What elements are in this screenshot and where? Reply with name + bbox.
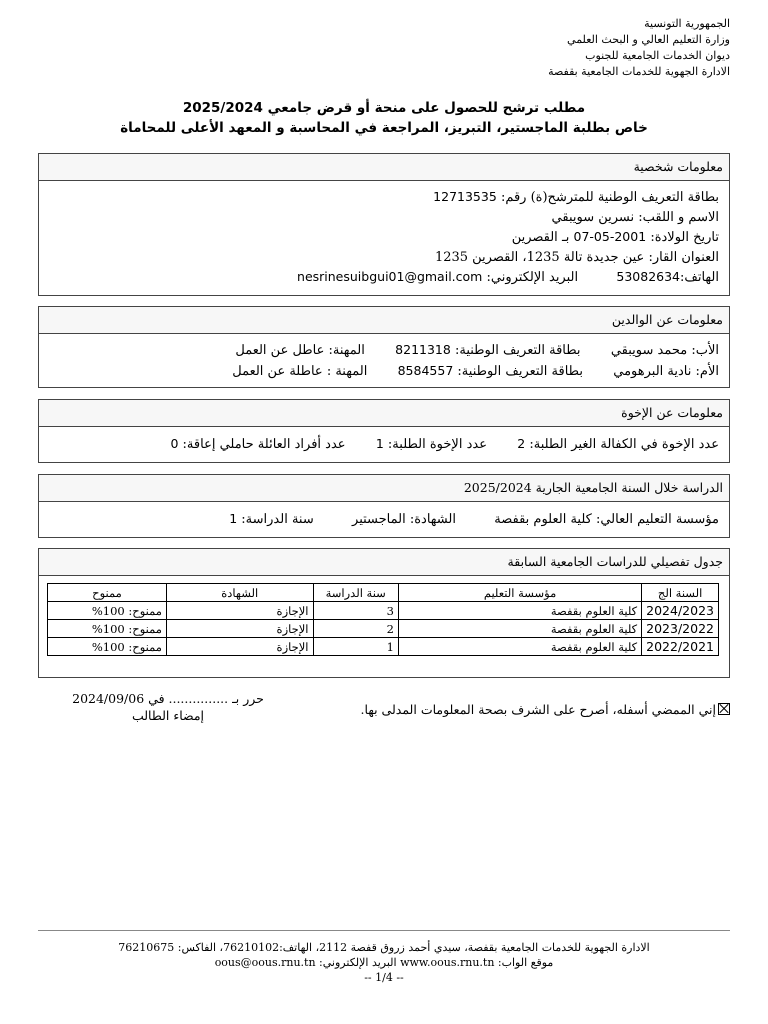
degree-label: الشهادة: xyxy=(409,512,456,527)
father-row xyxy=(49,340,719,361)
mother-job-label: المهنة : xyxy=(326,363,368,379)
father-job: عاطل عن العمل xyxy=(235,343,325,358)
siblings-row xyxy=(49,434,719,455)
grant-cell: ممنوح: 100% xyxy=(48,620,167,638)
year-cell: 2024/2023 xyxy=(642,602,719,620)
id-row xyxy=(49,187,719,208)
parents-body xyxy=(39,334,729,385)
name-value: نسرين سويبقي xyxy=(551,209,635,225)
mother-job: عاطلة عن العمل xyxy=(232,363,323,379)
grant-cell: ممنوح: 100% xyxy=(48,638,167,656)
title-line-2: خاص بطلبة الماجستير، التبريز، المراجعة في المحاسبة و المعهد الأعلى للمحاماة xyxy=(120,120,648,136)
address-label: العنوان القار: xyxy=(648,249,719,265)
father-job-label: المهنة: xyxy=(328,343,365,358)
year-cell: 2022/2021 xyxy=(642,638,719,656)
year-cell: 2023/2022 xyxy=(642,620,719,638)
institution-value: كلية العلوم بقفصة xyxy=(494,512,592,527)
table-header-row xyxy=(48,584,719,602)
column-header: مؤسسة التعليم xyxy=(398,584,641,602)
study-year-cell: 3 xyxy=(313,602,398,620)
degree-cell: الإجازة xyxy=(166,620,313,638)
disability-value: 0 xyxy=(170,436,179,451)
current-study-section xyxy=(38,474,730,538)
non-students-value: 2 xyxy=(517,436,526,451)
students-label: عدد الإخوة الطلبة: xyxy=(387,437,487,452)
phone-value: 53082634 xyxy=(616,269,681,284)
personal-info-section xyxy=(38,153,730,296)
section-heading: معلومات عن الوالدين xyxy=(39,307,729,334)
id-value: 12713535 xyxy=(433,189,497,204)
header-line: الادارة الجهوية للخدمات الجامعية بقفصة xyxy=(548,65,730,78)
column-header: ممنوح xyxy=(48,584,167,602)
footer xyxy=(38,940,730,985)
address-value: عين جديدة تالة 1235، القصرين 1235 xyxy=(434,249,645,265)
siblings-section xyxy=(38,399,730,463)
contact-row xyxy=(49,267,719,288)
column-header: السنة الج xyxy=(642,584,719,602)
signature-label: إمضاء الطالب xyxy=(131,708,205,723)
mother-id: 8584557 xyxy=(397,362,454,378)
disability-label: عدد أفراد العائلة حاملي إعاقة: xyxy=(182,437,346,452)
grant-cell: ممنوح: 100% xyxy=(48,602,167,620)
header-line: وزارة التعليم العالي و البحث العلمي xyxy=(567,33,730,46)
address-row xyxy=(49,248,719,268)
birth-date: 07-05-2001 xyxy=(573,229,647,244)
previous-studies-table xyxy=(47,583,719,656)
institution-label: مؤسسة التعليم العالي: xyxy=(595,512,719,527)
study-year-value: 1 xyxy=(229,511,238,526)
signature-place-date: حرر بـ ............... في 2024/09/06 xyxy=(72,691,264,706)
birth-label: تاريخ الولادة: xyxy=(650,230,719,245)
study-year-cell: 2 xyxy=(313,620,398,638)
previous-studies-section xyxy=(38,548,730,678)
institution-cell: كلية العلوم بقفصة xyxy=(398,602,641,620)
section-heading: معلومات شخصية xyxy=(39,154,729,181)
header-line: ديوان الخدمات الجامعية للجنوب xyxy=(585,49,730,62)
father-id-label: بطاقة التعريف الوطنية: xyxy=(454,343,581,358)
siblings-body xyxy=(39,427,729,459)
document-title xyxy=(38,98,730,138)
degree-cell: الإجازة xyxy=(166,602,313,620)
students-value: 1 xyxy=(375,436,384,451)
mother-label: الأم: xyxy=(695,363,719,379)
id-label: بطاقة التعريف الوطنية للمترشح(ة) رقم: xyxy=(500,190,719,205)
current-study-row xyxy=(49,509,719,530)
table-row xyxy=(48,638,719,656)
page-number: -- 1/4 -- xyxy=(364,971,404,984)
father-label: الأب: xyxy=(691,343,719,358)
current-study-body xyxy=(39,502,729,534)
title-line-1: مطلب ترشح للحصول على منحة أو قرض جامعي 2025/2024 xyxy=(182,100,586,116)
birth-place: القصرين xyxy=(511,230,558,245)
mother-name: نادية البرهومي xyxy=(613,363,692,379)
degree-value: الماجستير xyxy=(352,512,406,527)
footer-address: الادارة الجهوية للخدمات الجامعية بقفصة، سيدي أحمد زروق قفصة 2112، الهاتف:76210102، الفاكس: 76210675 xyxy=(118,941,650,954)
section-heading: معلومات عن الإخوة xyxy=(39,400,729,427)
degree-cell: الإجازة xyxy=(166,638,313,656)
institution-cell: كلية العلوم بقفصة xyxy=(398,638,641,656)
section-heading: جدول تفصيلي للدراسات الجامعية السابقة xyxy=(39,549,729,576)
email-label: البريد الإلكتروني: xyxy=(486,270,579,285)
study-year-label: سنة الدراسة: xyxy=(241,512,314,527)
declaration xyxy=(361,702,730,717)
personal-info-body xyxy=(39,181,729,292)
footer-divider xyxy=(38,930,730,931)
signature-block xyxy=(48,690,288,724)
footer-web: موقع الواب: www.oous.rnu.tn البريد الإلكتروني: oous@oous.rnu.tn xyxy=(214,956,554,969)
checked-checkbox-icon[interactable] xyxy=(718,703,730,715)
name-label: الاسم و اللقب: xyxy=(638,209,719,225)
father-name: محمد سويبقي xyxy=(610,343,688,358)
column-header: الشهادة xyxy=(166,584,313,602)
header-line: الجمهورية التونسية xyxy=(644,17,730,30)
table-row xyxy=(48,602,719,620)
institution-cell: كلية العلوم بقفصة xyxy=(398,620,641,638)
column-header: سنة الدراسة xyxy=(313,584,398,602)
table-row xyxy=(48,620,719,638)
declaration-text: إني الممضي أسفله، أصرح على الشرف بصحة المعلومات المدلى بها. xyxy=(360,702,716,717)
parents-section xyxy=(38,306,730,388)
mother-id-label: بطاقة التعريف الوطنية: xyxy=(457,363,583,379)
email-value: nesrinesuibgui01@gmail.com xyxy=(297,269,483,284)
name-row xyxy=(49,208,719,228)
mother-row xyxy=(49,361,719,382)
ministry-header xyxy=(430,16,730,80)
section-heading: الدراسة خلال السنة الجامعية الجارية 2025/2024 xyxy=(39,475,729,502)
phone-label: الهاتف: xyxy=(680,270,719,285)
study-year-cell: 1 xyxy=(313,638,398,656)
non-students-label: عدد الإخوة في الكفالة الغير الطلبة: xyxy=(529,437,719,452)
birth-place-prefix: بـ xyxy=(561,230,570,245)
father-id: 8211318 xyxy=(395,342,451,357)
birth-row xyxy=(49,227,719,248)
